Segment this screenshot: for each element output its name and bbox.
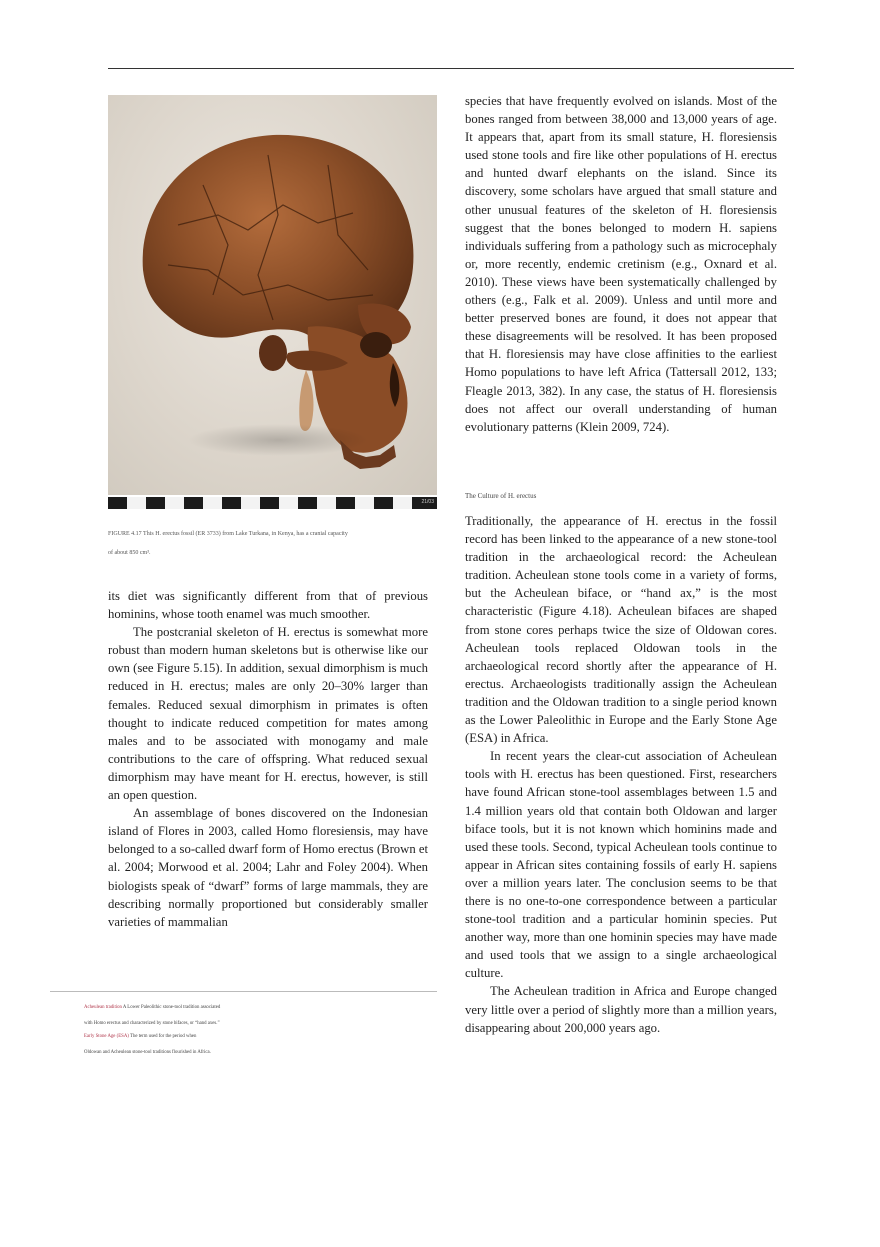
left-paragraph-3: An assemblage of bones discovered on the Indonesian island of Flores in 2003, called Homo floresiensis, may have belonged to a so-called dwarf form of Homo erectus (Brown et al. 2004; Morwood et al. 2004; Lahr and Foley 2004). When biologists speak of “dwarf” forms of large mammals, they are describing normally proportioned but considerably smaller varieties of mammalian	[108, 806, 428, 929]
glossary-entry	[84, 1005, 334, 1027]
glossary-definition-cont: Oldowan and Acheulean stone-tool traditions flourished in Africa.	[84, 1050, 211, 1055]
glossary-line	[84, 1005, 334, 1011]
skull-photo	[108, 95, 437, 495]
glossary-definition: A Lower Paleolithic stone-tool tradition associated	[122, 1005, 221, 1010]
left-paragraph-2: The postcranial skeleton of H. erectus is somewhat more robust than modern human skeletons but is otherwise like our own (see Figure 5.15). In addition, sexual dimorphism is much reduced in H. erectus; males are only 20–30% larger than females. Reduced sexual dimorphism in primates is often thought to indicate reduced competition for mates among males and to be associated with monogamy and male contributions to the care of offspring. What reduced sexual dimorphism may have meant for H. erectus, however, is still an open question.	[108, 625, 428, 803]
glossary-term: Acheulean tradition	[84, 1005, 122, 1010]
skull-illustration	[108, 95, 437, 495]
right-top-paragraph: species that have frequently evolved on islands. Most of the bones ranged from between 38,000 and 13,000 years of age. It appears that, apart from its small stature, H. floresiensis used stone tools and fire like other populations of H. erectus and hunted dwarf elephants on the island. Since its discovery, some scholars have argued that small stature and other unusual features of the skeleton of H. floresiensis suggest that the bones belonged to modern H. sapiens individuals suffering from a pathology such as microcephaly or, more recently, endemic cretinism (e.g., Oxnard et al. 2010). These views have been systematically challenged by others (e.g., Falk et al. 2009). Unless and until more and better preserved bones are found, it does not appear that these disagreements will be resolved. It has been proposed that H. floresiensis may have close affinities to the earliest Homo populations to have left Africa (Tattersall 2012, 133; Fleagle 2013, 382). In any case, the status of H. floresiensis does not affect our overall understanding of human evolutionary patterns (Klein 2009, 724).	[465, 94, 777, 434]
header-rule	[108, 68, 794, 69]
left-paragraph-1: its diet was significantly different from that of previous hominins, whose tooth enamel was much smoother.	[108, 589, 428, 622]
scale-bar	[108, 497, 437, 509]
glossary-definition: The term used for the period when	[130, 1034, 197, 1039]
figure-caption: FIGURE 4.17 This H. erectus fossil (ER 3733) from Lake Turkana, in Kenya, has a cranial capacity of about 850 cm³.	[108, 531, 348, 556]
left-column	[108, 587, 428, 931]
scale-tag: 21/03	[421, 499, 434, 505]
right-paragraph-2: In recent years the clear-cut association of Acheulean tools with H. erectus has been questioned. First, researchers have found African stone-tool assemblages between 1.5 and 1.4 million years old that contain both Oldowan and larger biface tools, but it is not known which hominins made and used these tools. Second, typical Acheulean tools continue to appear in African sites containing fossils of early H. sapiens over a million years later. The conclusion seems to be that there is no one-to-one correspondence between a particular stone-tool tradition and a particular hominin species. Put another way, more than one hominin species may have made and used tools that we assign to a single archaeological culture.	[465, 749, 777, 981]
glossary	[84, 1005, 334, 1063]
right-paragraph-3: The Acheulean tradition in Africa and Europe changed very little over a period of slightly more than a million years, disappearing about 200,000 years ago.	[465, 984, 777, 1035]
section-heading: The Culture of H. erectus	[465, 492, 537, 500]
glossary-entry	[84, 1034, 334, 1056]
right-paragraph-1: Traditionally, the appearance of H. erectus in the fossil record has been linked to the appearance of a new stone-tool tradition in the archaeological record: the Acheulean tradition. Acheulean stone tools come in a variety of forms, but the Acheulean biface, or “hand ax,” is the most characteristic (Figure 4.18). Acheulean bifaces are shaped from stone cores perhaps twice the size of Oldowan cores. Acheulean tools replaced Oldowan tools in the archaeological record shortly after the appearance of H. erectus. Archaeologists traditionally assign the Acheulean tradition and the Oldowan tradition to a single period known as the Lower Paleolithic in Europe and the Early Stone Age (ESA) in Africa.	[465, 514, 777, 746]
glossary-definition-cont: with Homo erectus and characterized by stone bifaces, or “hand axes.”	[84, 1021, 220, 1026]
glossary-rule	[50, 991, 437, 992]
right-column-top	[465, 92, 777, 436]
right-column-bottom	[465, 512, 777, 1037]
glossary-term: Early Stone Age (ESA)	[84, 1034, 129, 1039]
glossary-line	[84, 1034, 334, 1040]
